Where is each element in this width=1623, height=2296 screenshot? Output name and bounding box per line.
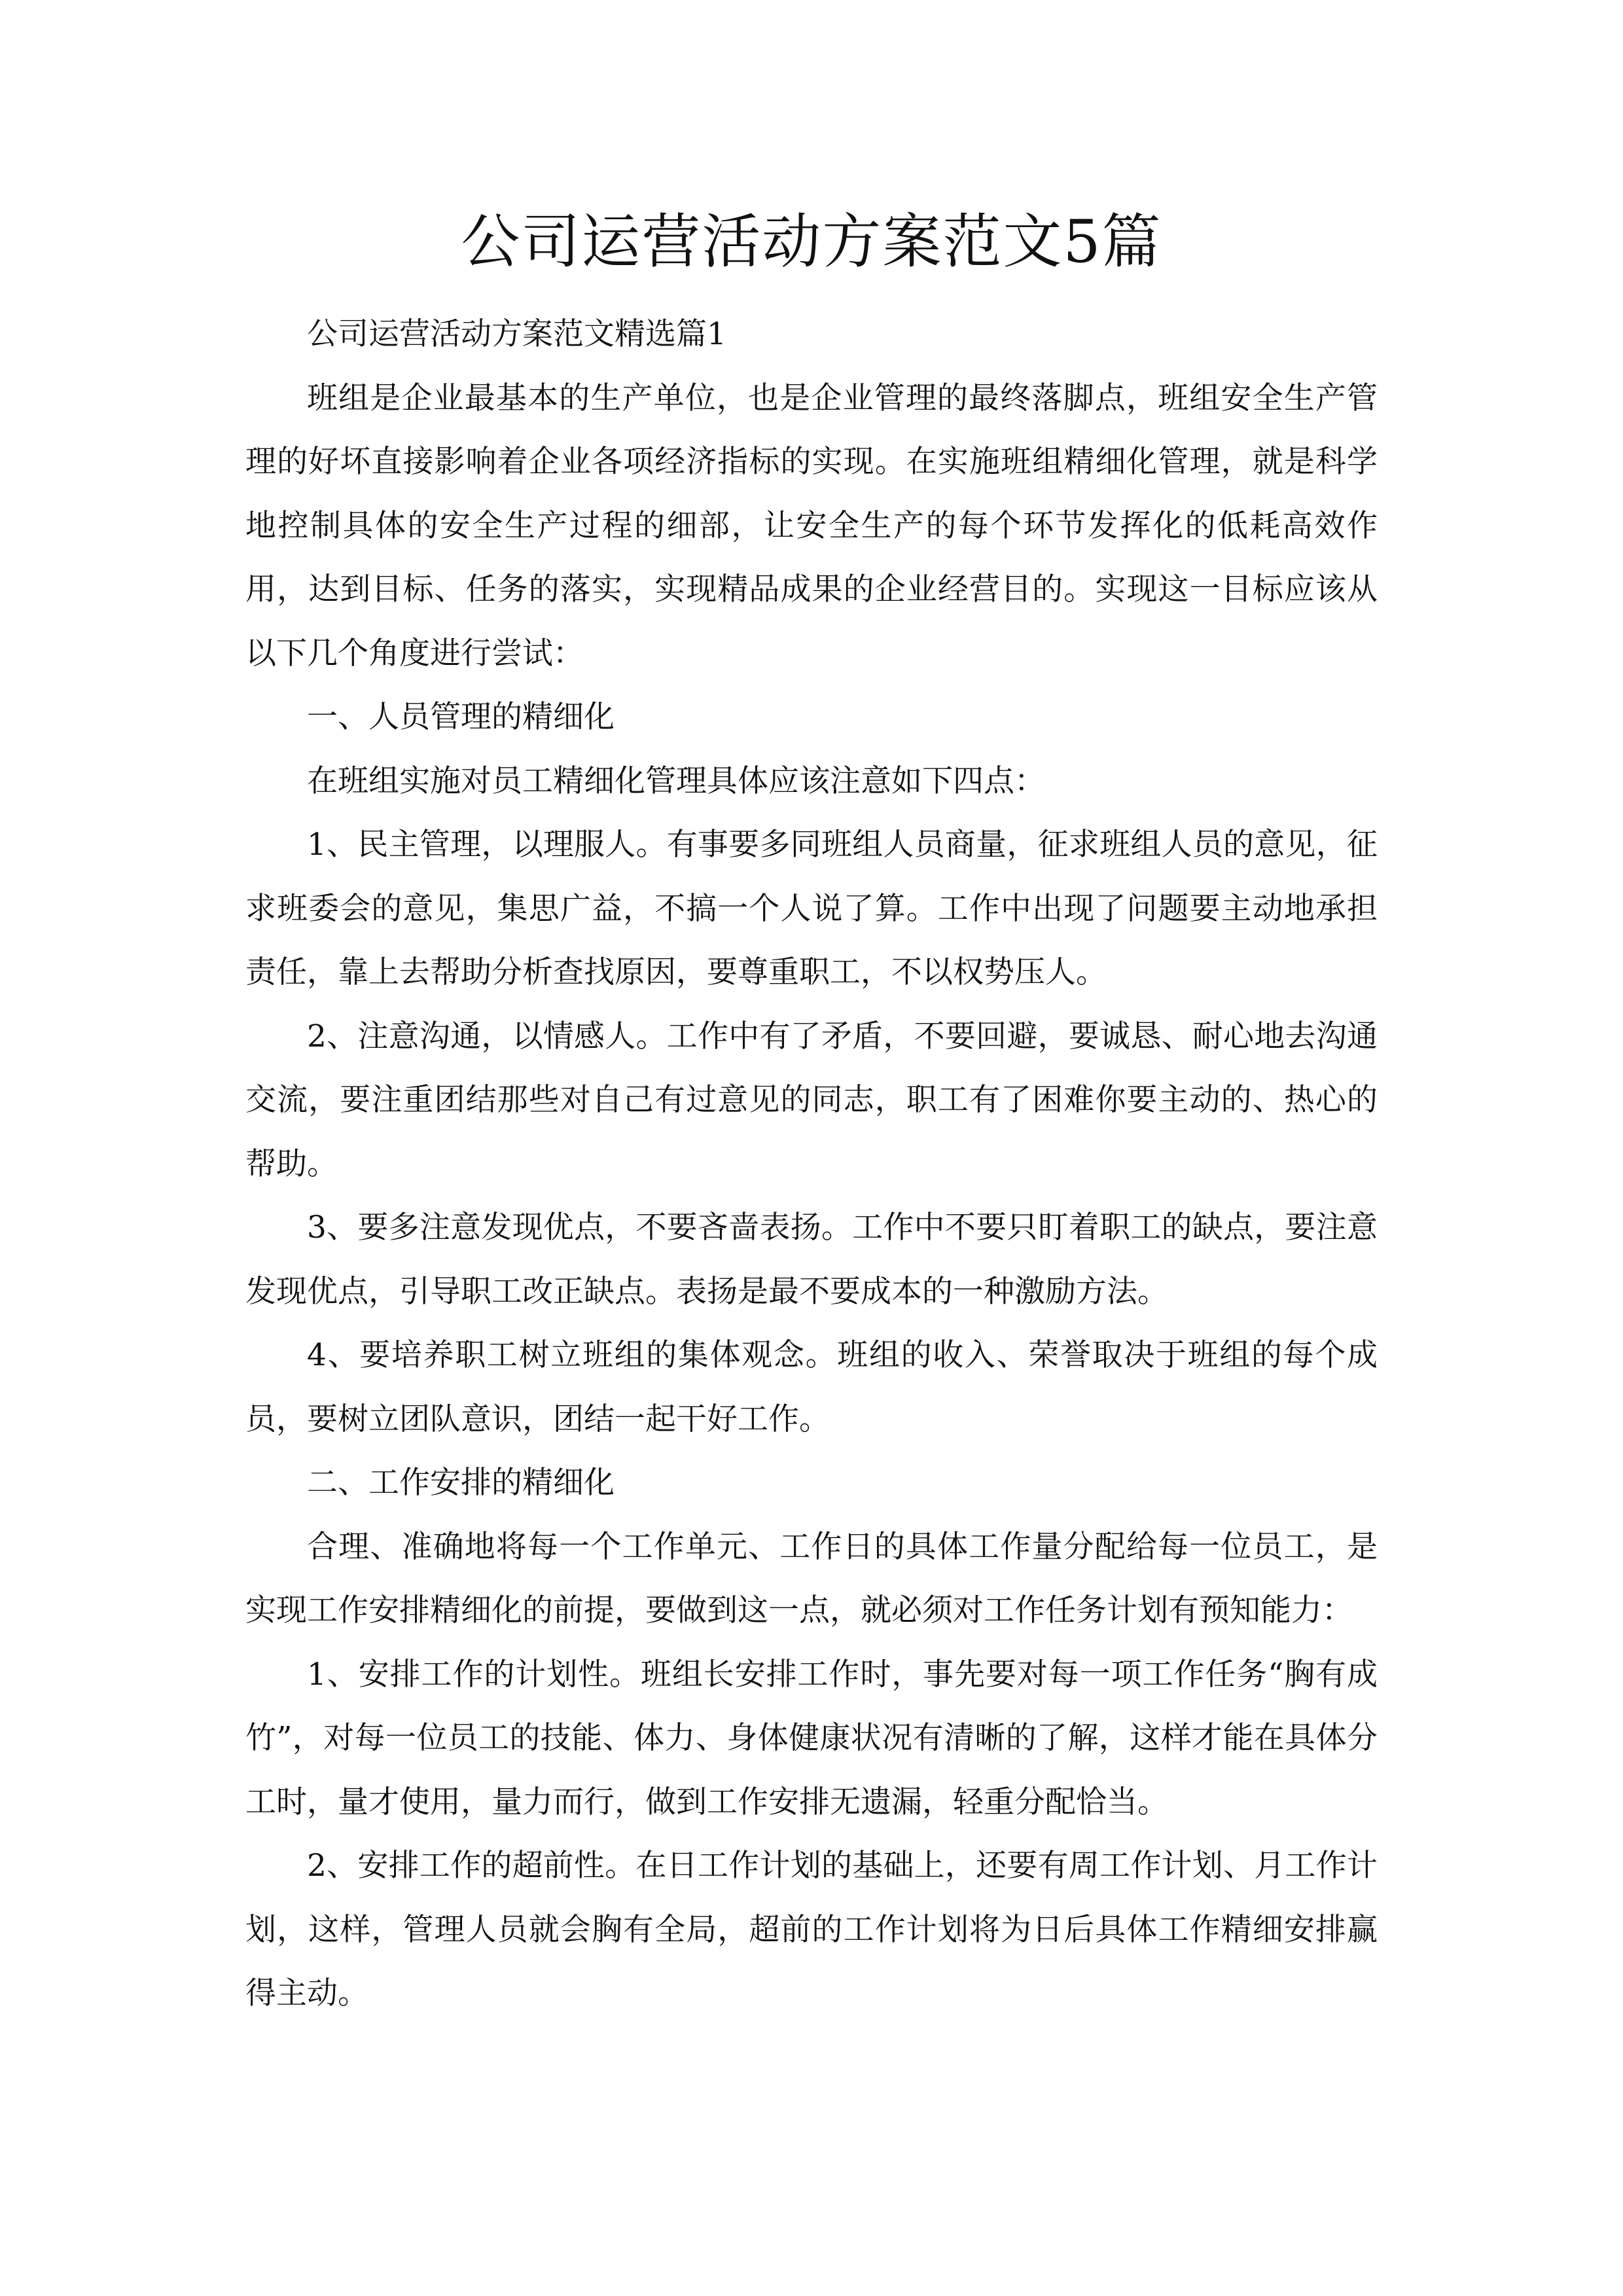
personnel-intro-paragraph: 在班组实施对员工精细化管理具体应该注意如下四点： [307,762,1045,799]
document-title: 公司运营活动方案范文5篇 [461,207,1162,276]
subtitle-paragraph: 公司运营活动方案范文精选篇1 [307,316,726,352]
personnel-point-4: 4、要培养职工树立班组的集体观念。班组的收入、荣誉取决于班组的每个成员，要树立团队意识，团结一起干好工作。 [245,1337,1378,1437]
personnel-point-1: 1、民主管理，以理服人。有事要多同班组人员商量，征求班组人员的意见，征求班委会的意见，集思广益，不搞一个人说了算。工作中出现了问题要主动地承担责任，靠上去帮助分析查找原因，要尊重职工，不以权势压人。 [245,827,1378,990]
personnel-point-3: 3、要多注意发现优点，不要吝啬表扬。工作中不要只盯着职工的缺点，要注意发现优点，引导职工改正缺点。表扬是最不要成本的一种激励方法。 [245,1210,1378,1310]
work-arrangement-point-1: 1、安排工作的计划性。班组长安排工作时，事先要对每一项工作任务“胸有成竹”，对每一位员工的技能、体力、身体健康状况有清晰的了解，这样才能在具体分工时，量才使用，量力而行，做到工作安排无遗漏，轻重分配恰当。 [245,1656,1378,1820]
document-body [245,190,1378,2026]
personnel-point-2: 2、注意沟通，以情感人。工作中有了矛盾，不要回避，要诚恳、耐心地去沟通交流，要注重团结那些对自己有过意见的同志，职工有了困难你要主动的、热心的帮助。 [245,1018,1378,1182]
section-heading-personnel: 一、人员管理的精细化 [307,699,615,735]
work-arrangement-point-2: 2、安排工作的超前性。在日工作计划的基础上，还要有周工作计划、月工作计划，这样，管理人员就会胸有全局，超前的工作计划将为日后具体工作精细安排赢得主动。 [245,1848,1378,2011]
intro-paragraph: 班组是企业最基本的生产单位，也是企业管理的最终落脚点，班组安全生产管理的好坏直接影响着企业各项经济指标的实现。在实施班组精细化管理，就是科学地控制具体的安全生产过程的细部，让安全生产的每个环节发挥化的低耗高效作用，达到目标、任务的落实，实现精品成果的企业经营目的。实现这一目标应该从以下几个角度进行尝试： [245,380,1378,672]
work-arrangement-intro-paragraph: 合理、准确地将每一个工作单元、工作日的具体工作量分配给每一位员工，是实现工作安排精细化的前提，要做到这一点，就必须对工作任务计划有预知能力： [245,1528,1378,1628]
section-heading-work-arrangement: 二、工作安排的精细化 [307,1465,615,1501]
